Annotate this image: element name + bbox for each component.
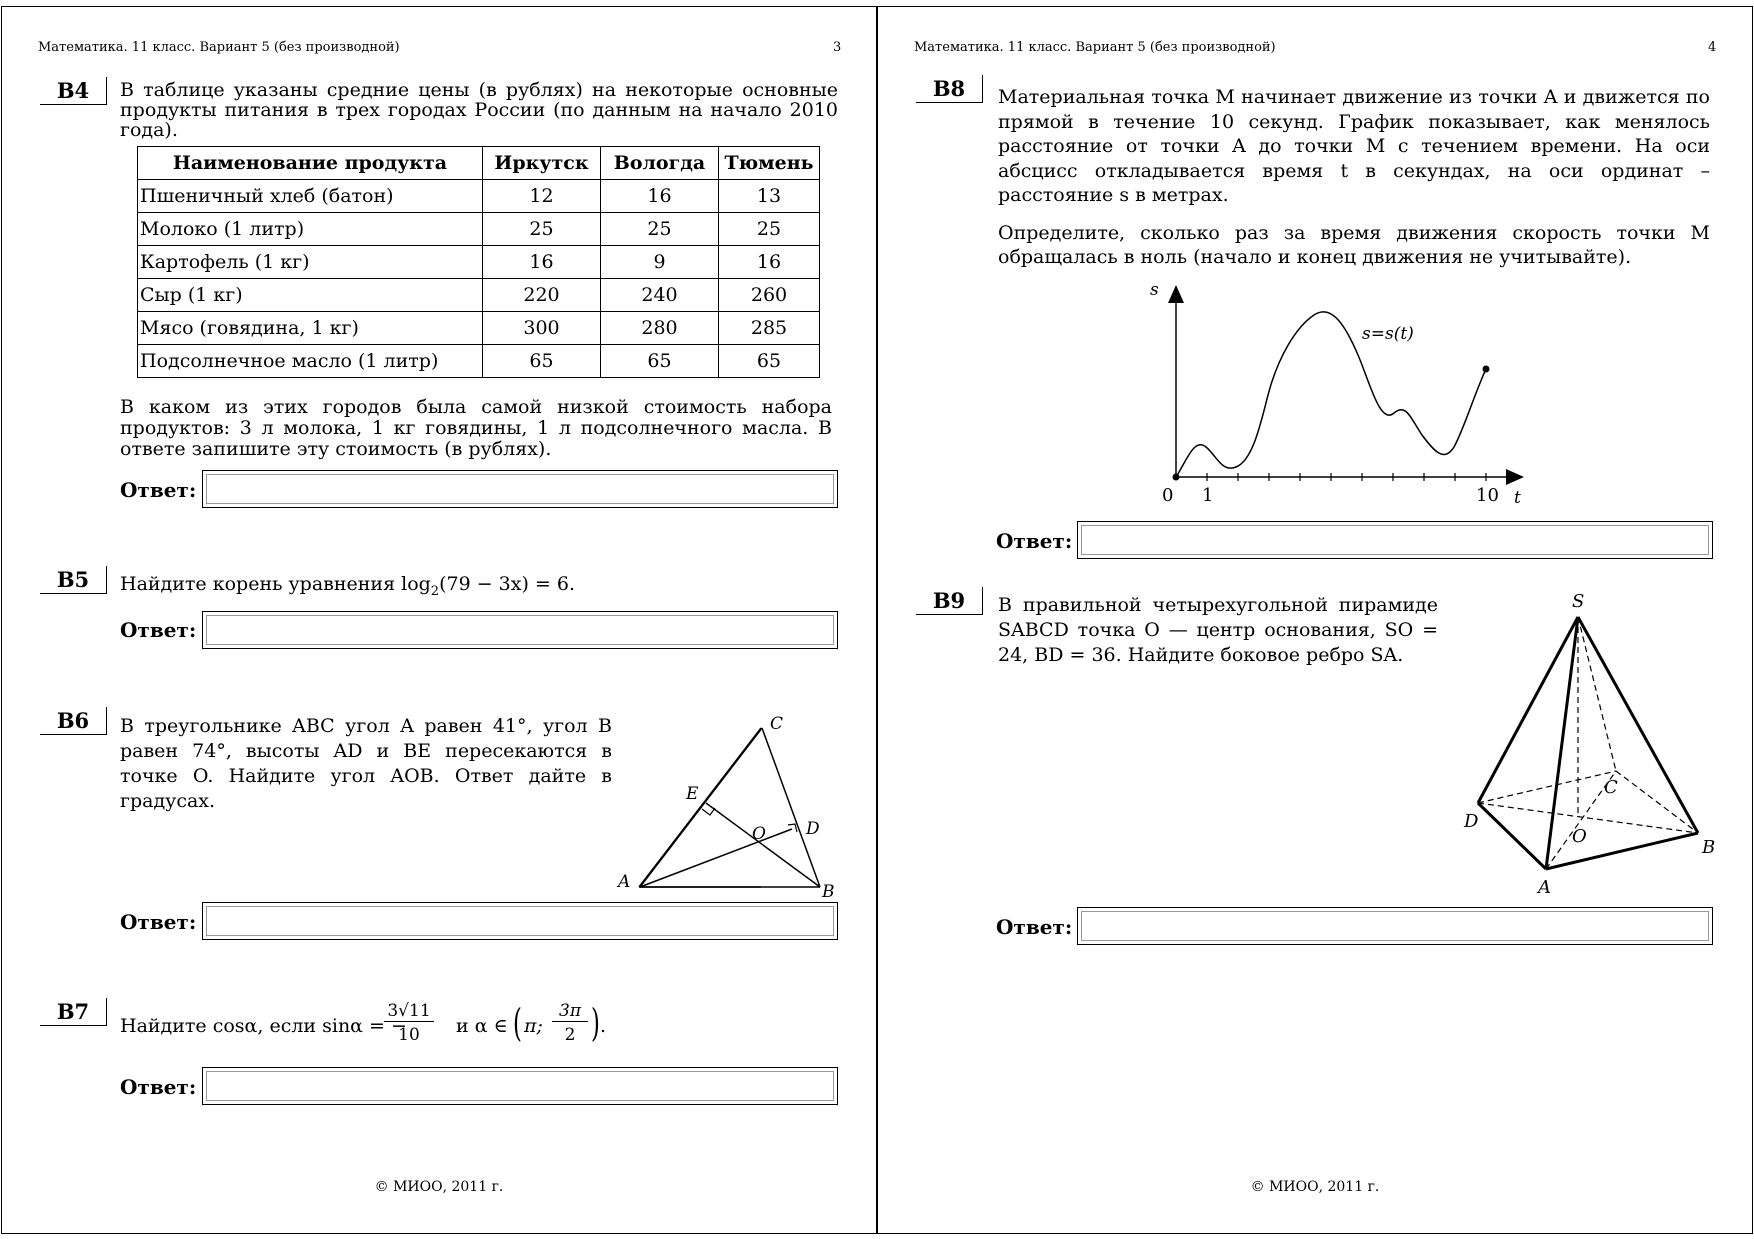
label-c: C [770,714,784,734]
answer-label: Ответ: [120,1075,197,1099]
label-b: B [822,882,835,902]
table-cell: 25 [483,213,601,246]
table-cell: 240 [601,279,719,312]
table-cell: Мясо (говядина, 1 кг) [138,312,483,345]
table-row [138,312,820,345]
page-number: 4 [1708,40,1717,55]
answer-label: Ответ: [996,915,1073,939]
task-tag-b9: B9 [916,587,983,615]
table-cell: 16 [483,246,601,279]
b7-period: . [600,1015,607,1037]
answer-field-b9[interactable] [1077,907,1713,945]
interval-left: π; [524,1015,543,1037]
edge-sb [1578,617,1698,833]
table-cell: 285 [719,312,820,345]
answer-field-b7[interactable] [202,1067,838,1105]
x-arrow [1506,469,1524,485]
table-cell: 300 [483,312,601,345]
table-cell: 65 [719,345,820,378]
label-a: A [1538,877,1551,898]
page-footer: © МИОО, 2011 г. [1250,1179,1380,1195]
table-cell: 65 [601,345,719,378]
task-b4-question: В каком из этих городов была самой низкой стоимость набора продуктов: 3 л молока, 1 кг говядины, 1 л подсолнечного масла. В ответе запишите эту стоимость (в рублях). [120,396,832,460]
edge-sd [1478,617,1578,803]
answer-field-b4[interactable] [202,470,838,508]
task-b5-text [120,573,820,603]
frac-numerator: 3√11 [384,1001,434,1022]
distance-time-graph [1136,277,1521,517]
paren-right: ) [590,1001,600,1045]
triangle-diagram [602,707,852,907]
table-cell: Пшеничный хлеб (батон) [138,180,483,213]
answer-label: Ответ: [996,529,1073,553]
table-cell: Подсолнечное масло (1 литр) [138,345,483,378]
task-b9-text: В правильной четырехугольной пирамиде SABCD точка O — центр основания, SO = 24, BD = 36. Найдите боковое ребро SA. [998,594,1438,666]
answer-label: Ответ: [120,618,197,642]
answer-label: Ответ: [120,910,197,934]
table-row [138,180,820,213]
label-c: C [1604,777,1618,798]
table-cell: Сыр (1 кг) [138,279,483,312]
frac-denominator: 10 [398,1025,420,1045]
label-s: S [1572,591,1585,612]
price-table [137,146,820,378]
distance-curve [1176,312,1486,477]
task-tag-b8: B8 [916,75,983,103]
b5-text-before: Найдите корень уравнения log [120,573,431,595]
table-cell: 25 [719,213,820,246]
page-number: 3 [833,40,842,55]
table-cell: Картофель (1 кг) [138,246,483,279]
frac2-denominator: 2 [564,1025,576,1045]
table-cell: 25 [601,213,719,246]
column-header: Тюмень [719,147,820,180]
column-header: Наименование продукта [138,147,483,180]
left-page [1,6,877,1234]
task-tag-b6: B6 [40,707,107,735]
table-cell: 16 [719,246,820,279]
start-point [1173,474,1180,481]
pyramid-diagram [1438,587,1754,907]
tick-label-0: 0 [1162,485,1174,506]
label-d: D [806,819,820,839]
y-arrow [1168,285,1184,303]
answer-field-b5[interactable] [202,611,838,649]
edge-da [1478,803,1546,869]
end-point [1483,366,1490,373]
y-axis-label: s [1150,280,1159,300]
label-a: A [618,872,631,892]
log-base: 2 [430,583,440,599]
b5-text-after: (79 − 3x) = 6. [439,573,576,595]
tick-label-10: 10 [1476,485,1499,506]
label-o: O [1572,826,1587,847]
edge-ab [1546,833,1698,869]
page-header: Математика. 11 класс. Вариант 5 (без производной) [38,40,400,55]
table-cell: 13 [719,180,820,213]
table-cell: 16 [601,180,719,213]
altitude-be [706,803,820,887]
task-b8-question: Определите, сколько раз за время движения скорость точки M обращалась в ноль (начало и конец движения не учитывайте). [998,222,1710,268]
table-cell: 12 [483,180,601,213]
table-cell: 220 [483,279,601,312]
x-axis-label: t [1514,488,1521,508]
edge-dc [1478,771,1616,803]
curve-label: s=s(t) [1362,324,1414,344]
label-d: D [1464,811,1479,832]
table-cell: 260 [719,279,820,312]
table-row [138,345,820,378]
task-b4-text: В таблице указаны средние цены (в рублях) на некоторые основные продукты питания в трех городах России (по данным на начало 2010 года). [120,79,838,141]
task-tag-b4: B4 [40,77,107,105]
label-o: O [752,824,766,844]
page-footer: © МИОО, 2011 г. [374,1179,504,1195]
column-header: Вологда [601,147,719,180]
answer-label: Ответ: [120,478,197,502]
column-header: Иркутск [483,147,601,180]
table-row [138,213,820,246]
side-bc [762,728,820,887]
right-page [877,6,1753,1234]
label-b: B [1702,837,1716,858]
edge-sc [1578,617,1616,771]
task-b7-text [120,997,820,1057]
page-header: Математика. 11 класс. Вариант 5 (без производной) [914,40,1276,55]
table-row [138,246,820,279]
paren-left: ( [512,1001,522,1045]
answer-field-b8[interactable] [1077,521,1713,559]
table-header-row [138,147,820,180]
b7-prefix: Найдите cosα, если sinα = − [120,1015,407,1037]
b7-mid: и α ∈ [456,1015,508,1037]
task-tag-b5: B5 [40,566,107,594]
label-e: E [686,784,699,804]
answer-field-b6[interactable] [202,902,838,940]
table-cell: 280 [601,312,719,345]
table-row [138,279,820,312]
frac2-numerator: 3π [552,1001,588,1022]
tick-label-1: 1 [1202,485,1214,506]
table-cell: 9 [601,246,719,279]
table-cell: Молоко (1 литр) [138,213,483,246]
task-b6-text: В треугольнике ABC угол A равен 41°, угол B равен 74°, высоты AD и BE пересекаются в точке O. Найдите угол AOB. Ответ дайте в градусах. [120,715,612,812]
task-b8-text: Материальная точка M начинает движение из точки A и движется по прямой в течение 10 секунд. График показывает, как менялось расстояние от точки A до точки M с течением времени. На оси абсцисс откладывается время t в секундах, на оси ординат – расстояние s в метрах. [998,86,1710,206]
table-cell: 65 [483,345,601,378]
task-tag-b7: B7 [40,998,107,1026]
